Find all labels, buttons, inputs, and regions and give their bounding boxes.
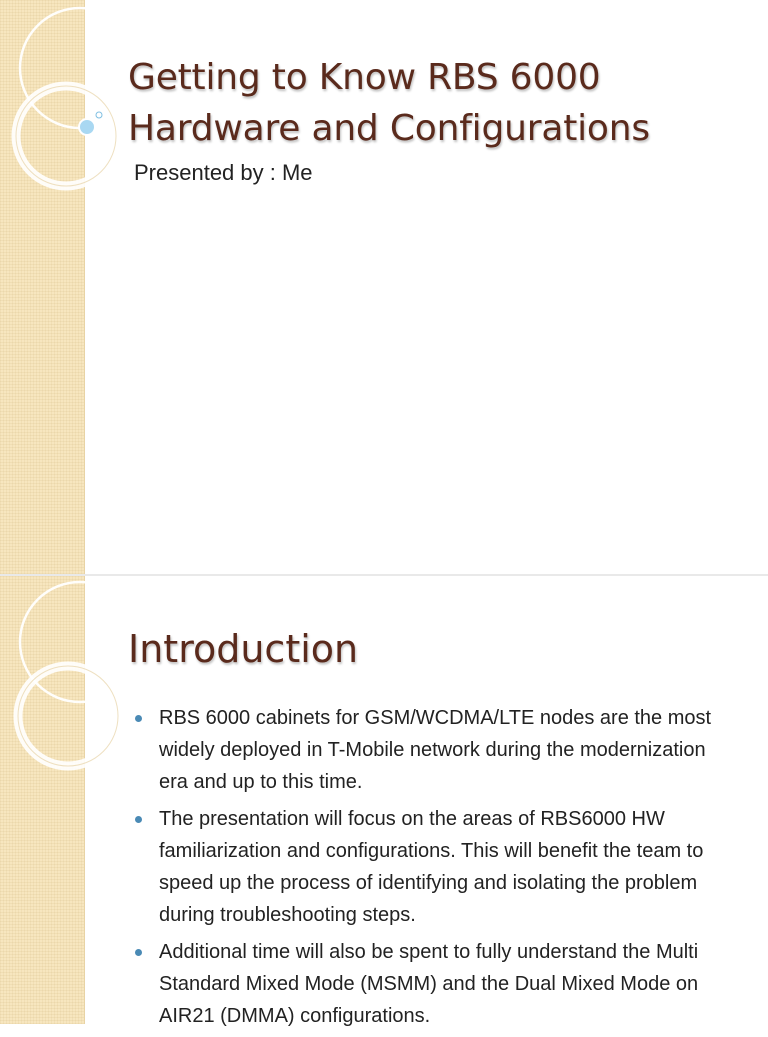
bullet-dot-icon	[135, 949, 142, 956]
bullet-dot-icon	[135, 715, 142, 722]
bullet-text: RBS 6000 cabinets for GSM/WCDMA/LTE nodes are the most widely deployed in T-Mobile network during the modernization era and up to this time.	[159, 707, 712, 793]
bullet-dot-icon	[135, 816, 142, 823]
presentation-title: Getting to Know RBS 6000 Hardware and Configurations	[128, 57, 650, 149]
slide-title-introduction: Introduction	[128, 627, 359, 671]
presenter-subtitle: Presented by : Me	[134, 160, 313, 185]
bullet-text: The presentation will focus on the areas of RBS6000 HW familiarization and configurations. This will benefit the team to speed up the process of identifying and isolating the problem during troubleshooting steps.	[159, 808, 704, 926]
bullet-text: Additional time will also be spent to fully understand the Multi Standard Mixed Mode (MSMM) and the Dual Mixed Mode on AIR21 (DMMA) configurations.	[159, 941, 699, 1027]
bullet-item	[132, 702, 732, 798]
bullet-list	[132, 702, 732, 1037]
decorative-side-band	[0, 0, 85, 574]
bullet-item	[132, 936, 732, 1032]
bullet-item	[132, 803, 732, 931]
decorative-side-band	[0, 576, 85, 1024]
